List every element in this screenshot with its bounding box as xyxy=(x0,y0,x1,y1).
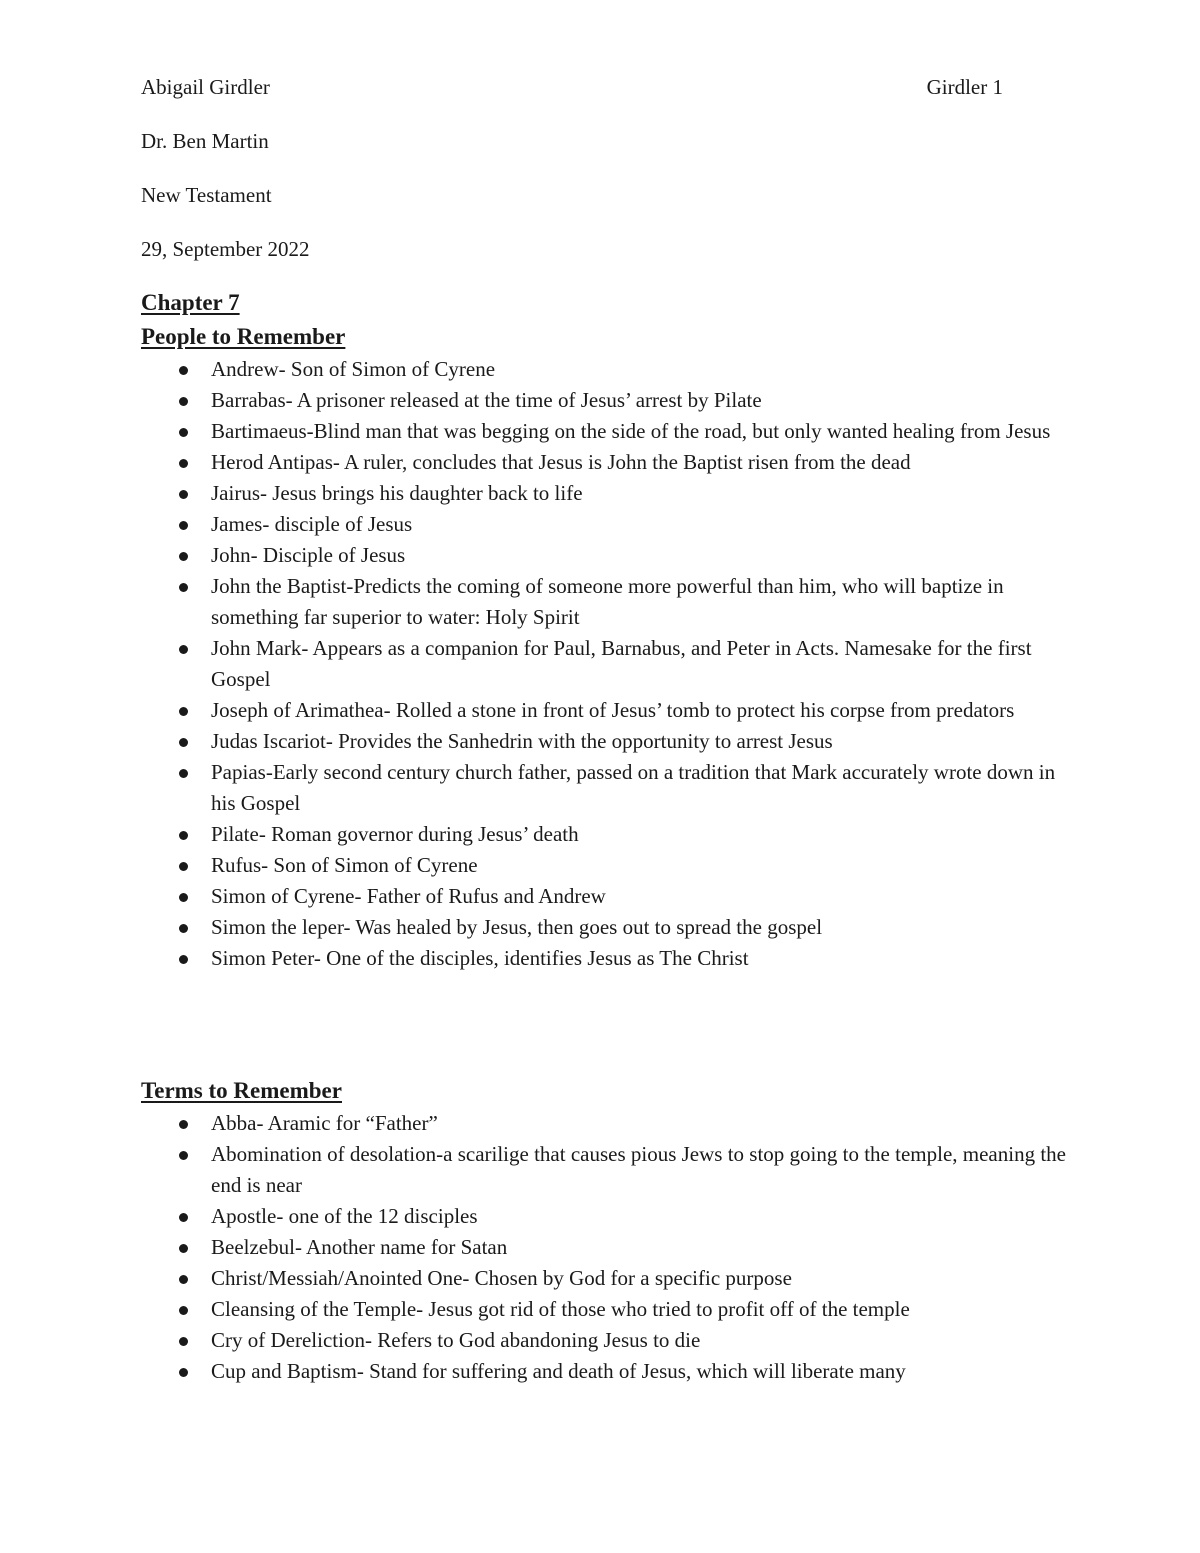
list-item xyxy=(141,1232,1071,1263)
bullet-icon xyxy=(179,738,188,747)
bullet-icon xyxy=(179,1120,188,1129)
list-item-text: Herod Antipas- A ruler, concludes that Jesus is John the Baptist risen from the dead xyxy=(211,450,911,474)
bullet-icon xyxy=(179,831,188,840)
list-item-text: Barrabas- A prisoner released at the time of Jesus’ arrest by Pilate xyxy=(211,388,762,412)
list-item-text: Cup and Baptism- Stand for suffering and death of Jesus, which will liberate many xyxy=(211,1359,906,1383)
list-item xyxy=(141,1325,1071,1356)
list-item-text: Christ/Messiah/Anointed One- Chosen by God for a specific purpose xyxy=(211,1266,792,1290)
list-item xyxy=(141,1108,1071,1139)
list-item-text: Andrew- Son of Simon of Cyrene xyxy=(211,357,496,381)
list-item-text: Abba- Aramic for “Father” xyxy=(211,1111,438,1135)
bullet-icon xyxy=(179,1151,188,1160)
bullet-icon xyxy=(179,583,188,592)
list-item xyxy=(141,819,1071,850)
list-item xyxy=(141,540,1071,571)
list-item xyxy=(141,695,1071,726)
list-item xyxy=(141,354,1071,385)
bullet-icon xyxy=(179,459,188,468)
bullet-icon xyxy=(179,769,188,778)
people-section-title: People to Remember xyxy=(141,324,346,349)
list-item xyxy=(141,509,1071,540)
list-item xyxy=(141,1294,1071,1325)
bullet-icon xyxy=(179,1213,188,1222)
bullet-icon xyxy=(179,955,188,964)
list-item-text: Beelzebul- Another name for Satan xyxy=(211,1235,508,1259)
list-item xyxy=(141,1201,1071,1232)
list-item-text: Simon of Cyrene- Father of Rufus and Andrew xyxy=(211,884,606,908)
bullet-icon xyxy=(179,552,188,561)
bullet-icon xyxy=(179,924,188,933)
list-item xyxy=(141,912,1071,943)
list-item xyxy=(141,1356,1071,1387)
list-item-text: Judas Iscariot- Provides the Sanhedrin with the opportunity to arrest Jesus xyxy=(211,729,833,753)
bullet-icon xyxy=(179,428,188,437)
list-item-text: Simon the leper- Was healed by Jesus, then goes out to spread the gospel xyxy=(211,915,823,939)
bullet-icon xyxy=(179,893,188,902)
list-item-text: James- disciple of Jesus xyxy=(211,512,413,536)
people-list xyxy=(141,354,1071,974)
list-item-text: John the Baptist-Predicts the coming of someone more powerful than him, who will baptize in something far superior to water: Holy Spirit xyxy=(211,574,1004,629)
list-item-text: Pilate- Roman governor during Jesus’ death xyxy=(211,822,579,846)
course-name: New Testament xyxy=(141,183,272,207)
chapter-title: Chapter 7 xyxy=(141,290,240,315)
list-item xyxy=(141,943,1071,974)
terms-list xyxy=(141,1108,1071,1387)
bullet-icon xyxy=(179,1337,188,1346)
list-item-text: Apostle- one of the 12 disciples xyxy=(211,1204,478,1228)
bullet-icon xyxy=(179,1306,188,1315)
list-item xyxy=(141,416,1071,447)
list-item-text: Abomination of desolation-a scarilige that causes pious Jews to stop going to the temple, meaning the end is near xyxy=(211,1142,1066,1197)
list-item-text: Joseph of Arimathea- Rolled a stone in front of Jesus’ tomb to protect his corpse from predators xyxy=(211,698,1015,722)
document-date: 29, September 2022 xyxy=(141,237,310,261)
bullet-icon xyxy=(179,862,188,871)
bullet-icon xyxy=(179,397,188,406)
list-item-text: Rufus- Son of Simon of Cyrene xyxy=(211,853,478,877)
list-item-text: Cry of Dereliction- Refers to God abandoning Jesus to die xyxy=(211,1328,701,1352)
terms-section-title: Terms to Remember xyxy=(141,1078,342,1103)
list-item-text: Cleansing of the Temple- Jesus got rid of those who tried to profit off of the temple xyxy=(211,1297,910,1321)
list-item xyxy=(141,633,1071,695)
bullet-icon xyxy=(179,521,188,530)
bullet-icon xyxy=(179,490,188,499)
bullet-icon xyxy=(179,707,188,716)
list-item xyxy=(141,757,1071,819)
list-item-text: Simon Peter- One of the disciples, identifies Jesus as The Christ xyxy=(211,946,749,970)
bullet-icon xyxy=(179,645,188,654)
author-name: Abigail Girdler xyxy=(141,75,270,99)
header-row xyxy=(141,72,1003,102)
list-item xyxy=(141,447,1071,478)
list-item xyxy=(141,385,1071,416)
list-item-text: Jairus- Jesus brings his daughter back to life xyxy=(211,481,583,505)
list-item-text: John- Disciple of Jesus xyxy=(211,543,406,567)
list-item xyxy=(141,1263,1071,1294)
bullet-icon xyxy=(179,1275,188,1284)
bullet-icon xyxy=(179,1368,188,1377)
list-item-text: Bartimaeus-Blind man that was begging on the side of the road, but only wanted healing from Jesus xyxy=(211,419,1051,443)
list-item-text: Papias-Early second century church father, passed on a tradition that Mark accurately wrote down in his Gospel xyxy=(211,760,1056,815)
list-item xyxy=(141,478,1071,509)
bullet-icon xyxy=(179,1244,188,1253)
list-item xyxy=(141,881,1071,912)
list-item xyxy=(141,1139,1071,1201)
bullet-icon xyxy=(179,366,188,375)
list-item-text: John Mark- Appears as a companion for Paul, Barnabus, and Peter in Acts. Namesake for the first Gospel xyxy=(211,636,1032,691)
page-number-label: Girdler 1 xyxy=(926,75,1003,99)
instructor-name: Dr. Ben Martin xyxy=(141,129,269,153)
list-item xyxy=(141,571,1071,633)
list-item xyxy=(141,850,1071,881)
list-item xyxy=(141,726,1071,757)
